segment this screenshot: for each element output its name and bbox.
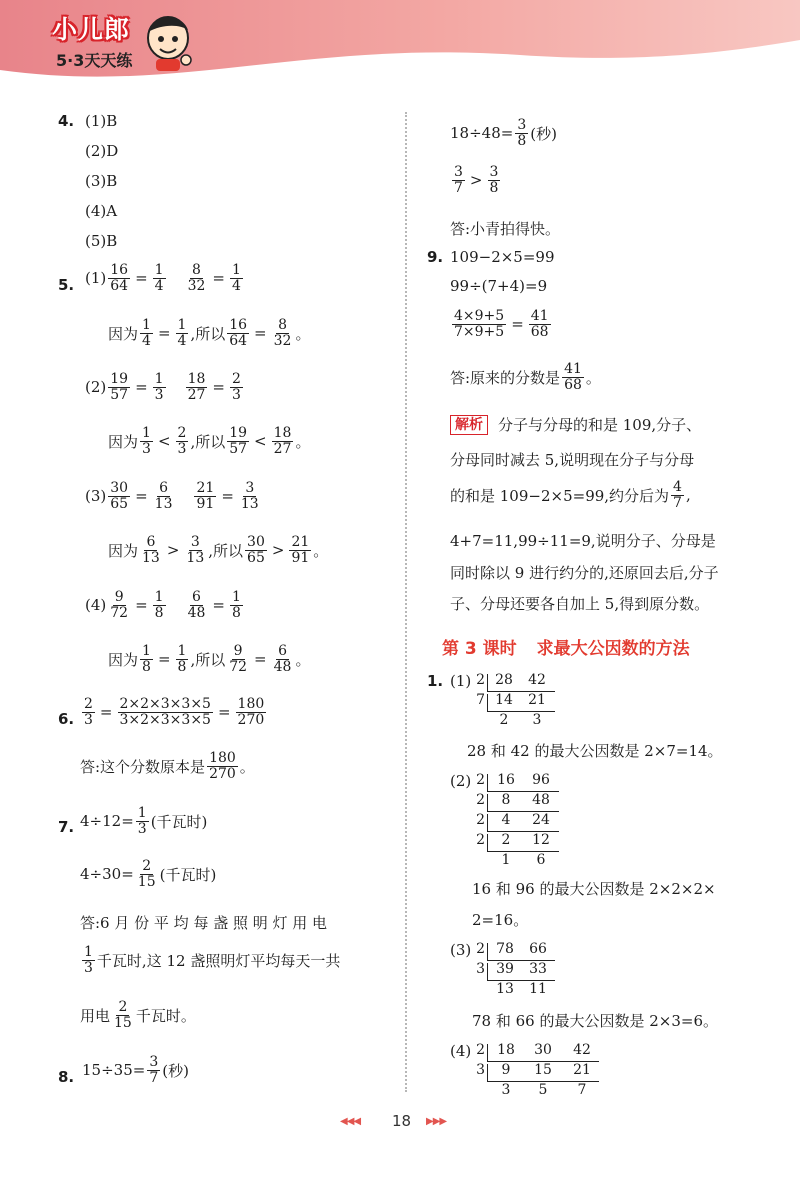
fraction: $\frac{8}{32}$	[273, 317, 292, 349]
q4-item: (5)B	[85, 232, 118, 250]
q7-answer-1: 答:6 月 份 平 均 每 盏 照 明 灯 用 电	[80, 914, 328, 932]
q7-answer-2: $\frac{1}{3}$ 千瓦时,这 12 盏照明灯平均每天一共	[84, 944, 341, 976]
question-8-number: 8.	[58, 1068, 75, 1086]
fraction: $\frac{1}{4}$	[154, 262, 164, 294]
q4-item: (1)B	[85, 112, 118, 130]
column-divider	[405, 112, 407, 1092]
s1-p1-label: (1)	[450, 672, 472, 690]
s1-p2-label: (2)	[450, 772, 472, 790]
q8-line2: 18÷48= $\frac{3}{8}$ (秒)	[450, 117, 557, 149]
q5-part3-reason: 因为 $\frac{6}{13}$ > $\frac{3}{13}$ ,所以 $\frac{30}{65}$ > $\frac{21}{91}$ 。	[108, 534, 329, 566]
q5-part1-reason: 因为 $\frac{1}{4}$ = $\frac{1}{4}$ ,所以 $\frac{16}{64}$ = $\frac{8}{32}$ 。	[108, 317, 311, 349]
fraction: $\frac{1}{4}$	[231, 262, 241, 294]
q7-line2: 4÷30= $\frac{2}{15}$ (千瓦时)	[80, 858, 217, 890]
q7-line1: 4÷12= $\frac{1}{3}$ (千瓦时)	[80, 805, 208, 837]
fraction: $\frac{19}{57}$	[110, 371, 129, 403]
question-5-number: 5.	[58, 276, 75, 294]
fraction: $\frac{18}{27}$	[187, 371, 206, 403]
q9-answer: 答:原来的分数是 $\frac{41}{68}$ 。	[450, 361, 601, 393]
page-header	[0, 0, 800, 80]
logo-title: 小儿郎	[52, 15, 131, 44]
question-7-number: 7.	[58, 818, 75, 836]
fraction: $\frac{8}{32}$	[187, 262, 206, 294]
s1-p2-ladder: 2 2 2 2 16 96 8 48 4 24 2 12 1 6	[473, 772, 583, 872]
question-4-number: 4.	[58, 112, 75, 130]
s1-p1-ladder: 2 7 28 42 14 21 2 3	[473, 672, 583, 732]
fraction: $\frac{1}{4}$	[142, 317, 151, 349]
section-question-1-number: 1.	[427, 672, 444, 690]
q9-analysis-1: 解析 分子与分母的和是 109,分子、	[450, 414, 701, 435]
section-title	[442, 634, 690, 659]
q6-equation: $\frac{2}{3}$ = $\frac{2\times 2\times 3\times 3\times 5}{3\times 2\times 3\times 3\times 5}$ = $\frac{180}{270}$	[84, 696, 265, 728]
q8-answer: 答:小青拍得快。	[450, 220, 561, 238]
logo-subtitle: 5·3天天练	[56, 51, 133, 70]
q5-part4-reason: 因为 $\frac{1}{8}$ = $\frac{1}{8}$ ,所以 $\frac{9}{72}$ = $\frac{6}{48}$ 。	[108, 643, 311, 675]
q8-line1: 15÷35= $\frac{3}{7}$ (秒)	[82, 1054, 189, 1086]
s1-p4-ladder: 2 3 18 30 42 9 15 21 3 5 7	[473, 1042, 613, 1102]
q9-analysis-5: 同时除以 9 进行约分的,还原回去后,分子	[450, 564, 719, 582]
s1-p2-result-2: 2=16。	[472, 911, 529, 929]
next-arrows-icon: ▶▶▶	[426, 1116, 447, 1127]
fraction: $\frac{1}{4}$	[177, 317, 187, 349]
q6-answer: 答:这个分数原本是 $\frac{180}{270}$ 。	[80, 750, 255, 782]
mascot-boy-icon	[142, 12, 192, 74]
analysis-tag: 解析	[450, 415, 488, 435]
s1-p3-label: (3)	[450, 941, 472, 959]
q9-analysis-6: 子、分母还要各自加上 5,得到原分数。	[450, 595, 710, 613]
fraction: $\frac{16}{64}$	[229, 317, 248, 349]
page-number: 18	[392, 1112, 412, 1130]
q5-part2-line: (2) $\frac{19}{57}$ = $\frac{1}{3}$ $\frac{18}{27}$ = $\frac{2}{3}$	[85, 371, 241, 403]
q9-analysis-3: 的和是 109−2×5=99,约分后为 $\frac{4}{7}$ ,	[450, 479, 691, 511]
q9-analysis-4: 4+7=11,99÷11=9,说明分子、分母是	[450, 532, 716, 550]
q8-compare: $\frac{3}{7}$ > $\frac{3}{8}$	[454, 164, 499, 196]
q5-part1-line: (1) $\frac{16}{64}$ = $\frac{1}{4}$ $\frac{8}{32}$ = $\frac{1}{4}$	[85, 262, 241, 294]
question-9-number: 9.	[427, 248, 444, 266]
s1-p3-result: 78 和 66 的最大公因数是 2×3=6。	[472, 1012, 719, 1030]
q4-item: (2)D	[85, 142, 119, 160]
brand-logo	[50, 8, 190, 76]
page-footer	[340, 1112, 470, 1136]
q9-line1: 109−2×5=99	[450, 248, 555, 266]
s1-p1-result: 28 和 42 的最大公因数是 2×7=14。	[467, 742, 723, 760]
q9-line2: 99÷(7+4)=9	[450, 277, 548, 295]
q9-analysis-2: 分母同时减去 5,说明现在分子与分母	[450, 451, 695, 469]
prev-arrows-icon: ◀◀◀	[340, 1116, 361, 1127]
q4-item: (3)B	[85, 172, 118, 190]
q5-part3-line: (3) $\frac{30}{65}$ = $\frac{6}{13}$ $\frac{21}{91}$ = $\frac{3}{13}$	[85, 480, 259, 512]
s1-p2-result-1: 16 和 96 的最大公因数是 2×2×2×	[472, 880, 716, 898]
lesson-title: 求最大公因数的方法	[536, 639, 690, 659]
q9-fraction-line: $\frac{4\times 9+5}{7\times 9+5}$ = $\frac{41}{68}$	[454, 308, 549, 340]
q4-item: (4)A	[85, 202, 118, 220]
fraction: $\frac{1}{3}$	[154, 371, 164, 403]
s1-p4-label: (4)	[450, 1042, 472, 1060]
q5-part4-line: (4) $\frac{9}{72}$ = $\frac{1}{8}$ $\frac{6}{48}$ = $\frac{1}{8}$	[85, 589, 241, 621]
fraction: $\frac{16}{64}$	[110, 262, 129, 294]
lesson-label: 第 3 课时	[442, 639, 517, 659]
part-label: (1)	[85, 269, 107, 288]
question-6-number: 6.	[58, 710, 75, 728]
s1-p3-ladder: 2 3 78 66 39 33 13 11	[473, 941, 583, 1001]
q7-answer-3: 用电 $\frac{2}{15}$ 千瓦时。	[80, 999, 196, 1031]
q5-part2-reason: 因为 $\frac{1}{3}$ < $\frac{2}{3}$ ,所以 $\frac{19}{57}$ < $\frac{18}{27}$ 。	[108, 425, 311, 457]
fraction: $\frac{2}{3}$	[231, 371, 241, 403]
